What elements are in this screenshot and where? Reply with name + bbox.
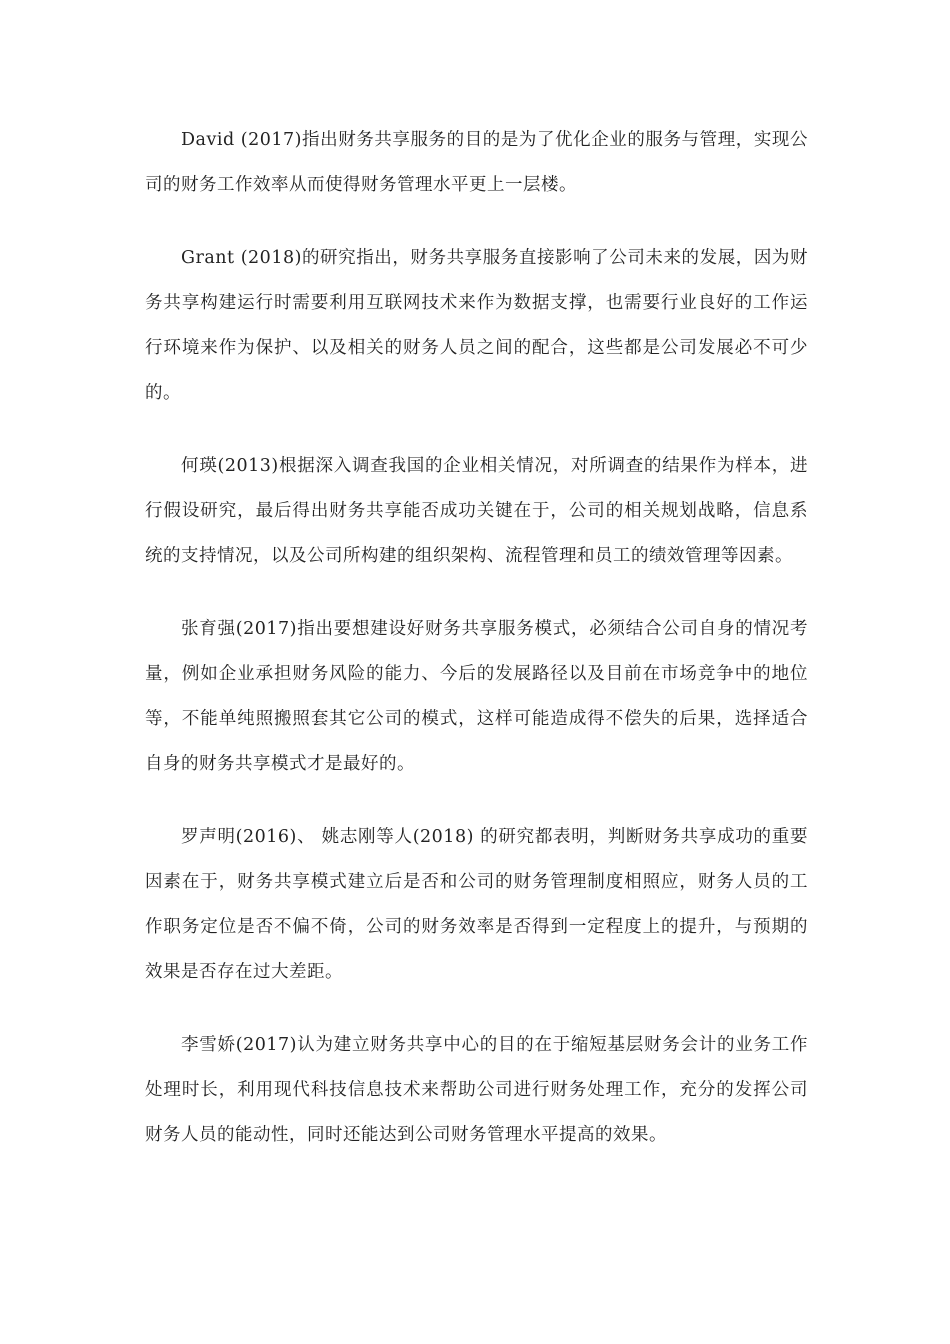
paragraph-li-xuejiao: 李雪娇(2017)认为建立财务共享中心的目的在于缩短基层财务会计的业务工作处理时长，利用现代科技信息技术来帮助公司进行财务处理工作，充分的发挥公司财务人员的能动性，同时还能达到公司财务管理水平提高的效果。 [145, 1035, 808, 1145]
paragraph-zhang-yuqiang: 张育强(2017)指出要想建设好财务共享服务模式，必须结合公司自身的情况考量，例如企业承担财务风险的能力、今后的发展路径以及目前在市场竞争中的地位等，不能单纯照搬照套其它公司的模式，这样可能造成得不偿失的后果，选择适合自身的财务共享模式才是最好的。 [145, 619, 808, 774]
paragraph-luo-shengming: 罗声明(2016)、 姚志刚等人(2018) 的研究都表明，判断财务共享成功的重要因素在于，财务共享模式建立后是否和公司的财务管理制度相照应，财务人员的工作职务定位是否不偏不倚，公司的财务效率是否得到一定程度上的提升，与预期的效果是否存在过大差距。 [145, 827, 808, 982]
paragraph-grant: Grant (2018)的研究指出，财务共享服务直接影响了公司未来的发展，因为财务共享构建运行时需要利用互联网技术来作为数据支撑，也需要行业良好的工作运行环境来作为保护、以及相关的财务人员之间的配合，这些都是公司发展必不可少的。 [145, 248, 808, 403]
paragraph-david: David (2017)指出财务共享服务的目的是为了优化企业的服务与管理，实现公司的财务工作效率从而使得财务管理水平更上一层楼。 [145, 130, 808, 195]
paragraph-he-ying: 何瑛(2013)根据深入调查我国的企业相关情况，对所调查的结果作为样本，进行假设研究，最后得出财务共享能否成功关键在于，公司的相关规划战略，信息系统的支持情况，以及公司所构建的组织架构、流程管理和员工的绩效管理等因素。 [145, 456, 808, 566]
